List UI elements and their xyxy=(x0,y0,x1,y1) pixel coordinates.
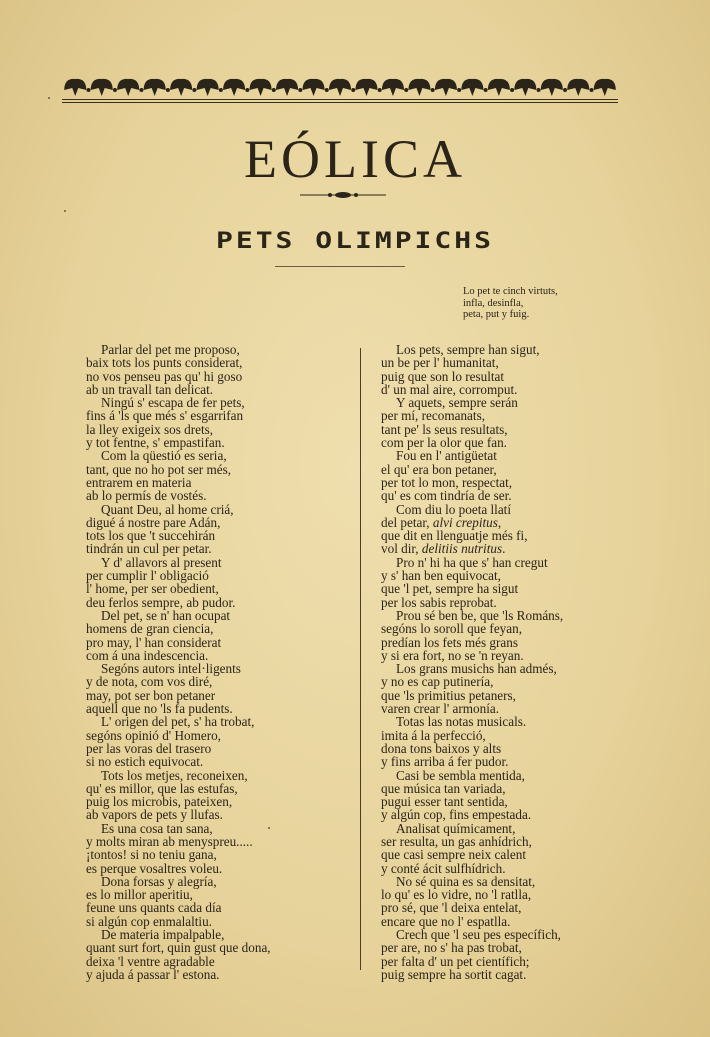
poem-line: si algún cop enmalaltiu. xyxy=(86,913,212,929)
ornament-dot-icon xyxy=(113,88,117,92)
poem-line: dona tons baixos y alts xyxy=(381,740,502,756)
ornament-dot-icon xyxy=(457,88,461,92)
poem-line: y tot fentne, s' empastifan. xyxy=(86,435,225,451)
poem-line: que 'ls primitius petaners, xyxy=(381,687,516,703)
ornament-dot-icon xyxy=(510,88,514,92)
fan-ornament-icon xyxy=(223,79,245,96)
poem-line: ab vapors de pets y llufas. xyxy=(86,807,223,823)
title-divider-ornament xyxy=(300,191,386,199)
poem-line: Totas las notas musicals. xyxy=(396,714,527,730)
subtitle-rule xyxy=(275,266,405,267)
poem-line: l' home, per ser obedient, xyxy=(86,581,219,597)
poem-line: Ningú s' escapa de fer pets, xyxy=(101,395,245,411)
poem-line: fins á 'ls que més s' esgarrifan xyxy=(86,408,244,424)
ornament-dot-icon xyxy=(245,88,249,92)
poem-line: el qu' era bon petaner, xyxy=(381,461,497,477)
fan-ornament-icon xyxy=(567,79,589,96)
poem-line: y no es cap putinería, xyxy=(381,674,494,690)
fan-ornament-icon xyxy=(435,79,457,96)
poem-line: Casi be sembla mentida, xyxy=(396,767,525,783)
ornament-dot-icon xyxy=(378,88,382,92)
poem-line: qu' es com tindría de ser. xyxy=(381,488,512,504)
fan-ornament-icon xyxy=(329,79,351,96)
poem-line: per falta d' un pet científich; xyxy=(381,953,530,969)
poem-line: lo qu' es lo vidre, no 'l ratlla, xyxy=(381,887,532,903)
poem-line: Los grans musichs han admés, xyxy=(396,661,557,677)
poem-line: no vos penseu pas qu' hi goso xyxy=(86,368,243,384)
fan-ornament-icon xyxy=(250,79,272,96)
poem-line: tant pe' ls seus resultats, xyxy=(381,421,508,437)
ornament-dot-icon xyxy=(192,88,196,92)
poem-line: aquell que no 'ls fa pudents. xyxy=(86,701,233,717)
poem-line: Prou sé ben be, que 'ls Románs, xyxy=(396,607,564,623)
poem-line: Analisat químicament, xyxy=(396,820,516,836)
page-subtitle: PETS OLIMPICHS xyxy=(215,227,494,254)
poem-line: puig los microbis, pateixen, xyxy=(86,794,233,810)
poem-line: Crech que 'l seu pes específich, xyxy=(396,927,561,943)
paper-speck xyxy=(268,827,270,829)
poem-line: per las voras del trasero xyxy=(86,740,212,756)
poem-line: y s' han ben equivocat, xyxy=(381,568,501,584)
poem-line: vol dir, delitiis nutritus. xyxy=(381,541,506,557)
poem-line: pro may, l' han considerat xyxy=(86,634,222,650)
poem-line: puig que son lo resultat xyxy=(381,368,505,384)
poem-line: y conté ácit sulfhídrich. xyxy=(381,860,506,876)
poem-line: qu' es millor, que las estufas, xyxy=(86,780,238,796)
poem-line: puig sempre ha sortit cagat. xyxy=(381,966,527,982)
fan-ornament-icon xyxy=(461,79,483,96)
poem-line: quant surt fort, quin gust que dona, xyxy=(86,940,271,956)
ornament-dot-icon xyxy=(298,88,302,92)
poem-line: y ajuda á passar l' estona. xyxy=(86,966,220,982)
poem-line: imita á la perfecció, xyxy=(381,727,486,743)
fan-ornament-icon xyxy=(117,79,139,96)
poem-line: com á una indescencia. xyxy=(86,647,209,663)
poem-line: ¡tontos! si no teniu gana, xyxy=(86,847,217,863)
poem-line: per are, no s' ha pas trobat, xyxy=(381,940,522,956)
poem-line: que dit en llenguatje més fi, xyxy=(381,528,528,544)
poem-line: y de nota, com vos diré, xyxy=(86,674,213,690)
poem-line: pro sé, que 'l deixa entelat, xyxy=(381,900,522,916)
poem-line: tindrán un cul per petar. xyxy=(86,541,212,557)
poem-line: Del pet, se n' han ocupat xyxy=(101,607,231,623)
poem-line: baix tots los punts considerat, xyxy=(86,355,243,371)
poem-line: Com diu lo poeta llatí xyxy=(396,501,512,517)
ornament-dot-icon xyxy=(537,88,541,92)
poem-line: Quant Deu, al home criá, xyxy=(101,501,234,517)
poem-line: que casi sempre neix calent xyxy=(381,847,526,863)
poem-column-right xyxy=(381,343,611,981)
poem-line: L' origen del pet, s' ha trobat, xyxy=(101,714,255,730)
epigraph-line: infla, desinfla, xyxy=(463,297,524,309)
poem-line: deixa 'l ventre agradable xyxy=(86,953,215,969)
poem-line: predían los fets més grans xyxy=(381,634,518,650)
poem-line: per los sabis reprobat. xyxy=(381,594,497,610)
ornament-dot-icon xyxy=(272,88,276,92)
poem-line: per tot lo mon, respectat, xyxy=(381,474,513,490)
fan-ornament-icon xyxy=(91,79,113,96)
fan-ornament-icon xyxy=(408,79,430,96)
fan-ornament-icon xyxy=(303,79,325,96)
poem-line: que música tan variada, xyxy=(381,780,506,796)
poem-line: y fins arriba á fer pudor. xyxy=(381,754,509,770)
poem-line: y molts miran ab menyspreu..... xyxy=(86,833,253,849)
column-separator xyxy=(360,348,361,970)
fan-ornament-icon xyxy=(355,79,377,96)
fan-ornament-icon xyxy=(197,79,219,96)
poem-line: un be per l' humanitat, xyxy=(381,355,499,371)
poem-line: es perque vosaltres voleu. xyxy=(86,860,223,876)
fan-ornament-icon xyxy=(276,79,298,96)
fan-ornament-icon xyxy=(514,79,536,96)
poem-line: digué á nostre pare Adán, xyxy=(86,514,221,530)
poem-line: encare que no l' espatlla. xyxy=(381,913,511,929)
poem-line: deu ferlos sempre, ab pudor. xyxy=(86,594,236,610)
poem-line: com per la olor que fan. xyxy=(381,435,507,451)
poem-line: que 'l pet, sempre ha sigut xyxy=(381,581,519,597)
poem-line: Com la qüestió es seria, xyxy=(101,448,227,464)
poem-line: d' un mal aire, corromput. xyxy=(381,381,518,397)
poem-line: Pro n' hi ha que s' han cregut xyxy=(396,554,548,570)
poem-line: tots los que 't succehirán xyxy=(86,528,216,544)
poem-line: per mí, recomanats, xyxy=(381,408,485,424)
ornament-dot-icon xyxy=(139,88,143,92)
fan-ornament-icon xyxy=(144,79,166,96)
paper-speck xyxy=(64,210,66,212)
poem-line: segóns opinió d' Homero, xyxy=(86,727,221,743)
poem-line: pugui esser tant sentida, xyxy=(381,794,508,810)
poem-line: varen crear l' armonía. xyxy=(381,701,500,717)
fan-ornament-icon xyxy=(541,79,563,96)
page-title: EÓLICA xyxy=(244,129,466,189)
fan-ornament-icon xyxy=(488,79,510,96)
poem-line: ab lo permís de vostés. xyxy=(86,488,207,504)
poem-line: la lley exigeix sos drets, xyxy=(86,421,214,437)
poem-line: No sé quina es sa densitat, xyxy=(396,873,536,889)
ornament-dot-icon xyxy=(404,88,408,92)
poem-line: Tots los metjes, reconeixen, xyxy=(101,767,248,783)
paper-speck xyxy=(48,97,50,99)
poem-line: y si era fort, no se 'n reyan. xyxy=(381,647,524,663)
fan-ornament-icon xyxy=(594,79,616,96)
ornament-dot-icon xyxy=(219,88,223,92)
fan-ornament-icon xyxy=(170,79,192,96)
fan-ornament-icon xyxy=(64,79,86,96)
poem-line: Parlar del pet me proposo, xyxy=(101,342,240,357)
poem-line: may, pot ser bon petaner xyxy=(86,687,216,703)
epigraph-line: Lo pet te cinch virtuts, xyxy=(463,286,558,297)
ornament-dot-icon xyxy=(431,88,435,92)
ornament-dot-icon xyxy=(351,88,355,92)
poem-line: homens de gran ciencia, xyxy=(86,621,214,637)
poem-line: feune uns quants cada día xyxy=(86,900,222,916)
poem-line: Los pets, sempre han sigut, xyxy=(396,342,540,357)
poem-line: per cumplir l' obligació xyxy=(86,568,209,584)
ornament-dot-icon xyxy=(484,88,488,92)
header-rule-top xyxy=(62,99,618,100)
ornament-dot-icon xyxy=(166,88,170,92)
poem-line: entrarem en materia xyxy=(86,474,192,490)
poem-line: es lo millor aperitiu, xyxy=(86,887,193,903)
poem-line: Y d' allavors al present xyxy=(101,554,222,570)
fan-ornament-icon xyxy=(382,79,404,96)
poem-line: Y aquets, sempre serán xyxy=(396,395,518,411)
epigraph xyxy=(463,286,558,321)
poem-line: ab un travall tan delicat. xyxy=(86,381,214,397)
poem-line: Fou en l' antigüetat xyxy=(396,448,497,464)
poem-line: del petar, alvi crepitus, xyxy=(381,514,502,530)
poem-line: si no estich equivocat. xyxy=(86,754,204,770)
poem-line: Dona forsas y alegría, xyxy=(101,873,217,889)
poem-line: Es una cosa tan sana, xyxy=(101,820,213,836)
poem-line: y algún cop, fins empestada. xyxy=(381,807,532,823)
poem-line: De materia impalpable, xyxy=(101,927,225,943)
ornament-dot-icon xyxy=(86,88,90,92)
poem-column-left xyxy=(86,343,341,981)
epigraph-line: peta, put y fuig. xyxy=(463,309,530,320)
ornament-dot-icon xyxy=(563,88,567,92)
ornament-dot-icon xyxy=(590,88,594,92)
header-ornament xyxy=(62,76,618,100)
poem-line: segóns lo soroll que feyan, xyxy=(381,621,523,637)
poem-line: Segóns autors intel·ligents xyxy=(101,661,241,677)
header-rule-bottom xyxy=(62,102,618,103)
ornament-dot-icon xyxy=(325,88,329,92)
poem-line: tant, que no ho pot ser més, xyxy=(86,461,232,477)
poem-line: ser resulta, un gas anhídrich, xyxy=(381,833,532,849)
